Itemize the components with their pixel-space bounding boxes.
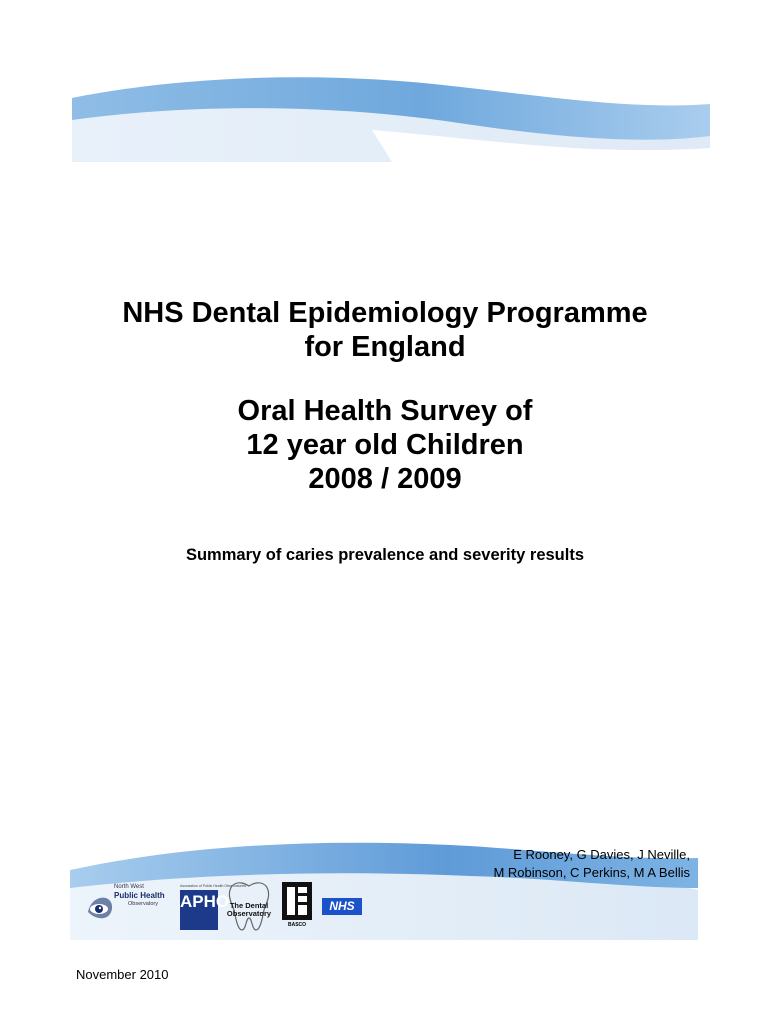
apho-logo [180,884,247,930]
eye-map-icon [84,890,118,924]
dental-line-2: Observatory [226,909,272,918]
dental-line-1: The Dental [229,901,269,910]
partner-logos [84,880,384,932]
authors-line-1: E Rooney, G Davies, J Neville, [513,847,690,862]
authors-line-2: M Robinson, C Perkins, M A Bellis [493,865,690,880]
authors [493,846,690,882]
apho-caption: Association of Public Health Observatories [180,884,247,888]
title-line-2: for England [304,331,466,363]
title-line-4: 12 year old Children [246,429,524,461]
dental-observatory-logo [224,880,274,932]
nwpho-line-1: North West [114,884,144,890]
dental-text [224,902,274,918]
apho-text: APHO [180,892,230,911]
header-swoosh-graphic [72,70,710,162]
subtitle: Summary of caries prevalence and severity results [185,546,585,564]
apho-mark [180,890,230,930]
basco-text: BASCO [287,922,307,928]
title-line-1: NHS Dental Epidemiology Programme [122,297,648,329]
title-block [0,296,770,496]
basco-mark-icon [282,882,312,920]
nhs-logo: NHS [322,898,362,915]
basco-logo [280,882,314,930]
title-line-3: Oral Health Survey of [237,395,533,427]
nwpho-logo [84,884,174,928]
publication-date: November 2010 [76,967,169,982]
title-line-5: 2008 / 2009 [308,463,462,495]
nwpho-line-3: Observatory [128,901,158,907]
nwpho-line-2: Public Health [114,891,165,900]
